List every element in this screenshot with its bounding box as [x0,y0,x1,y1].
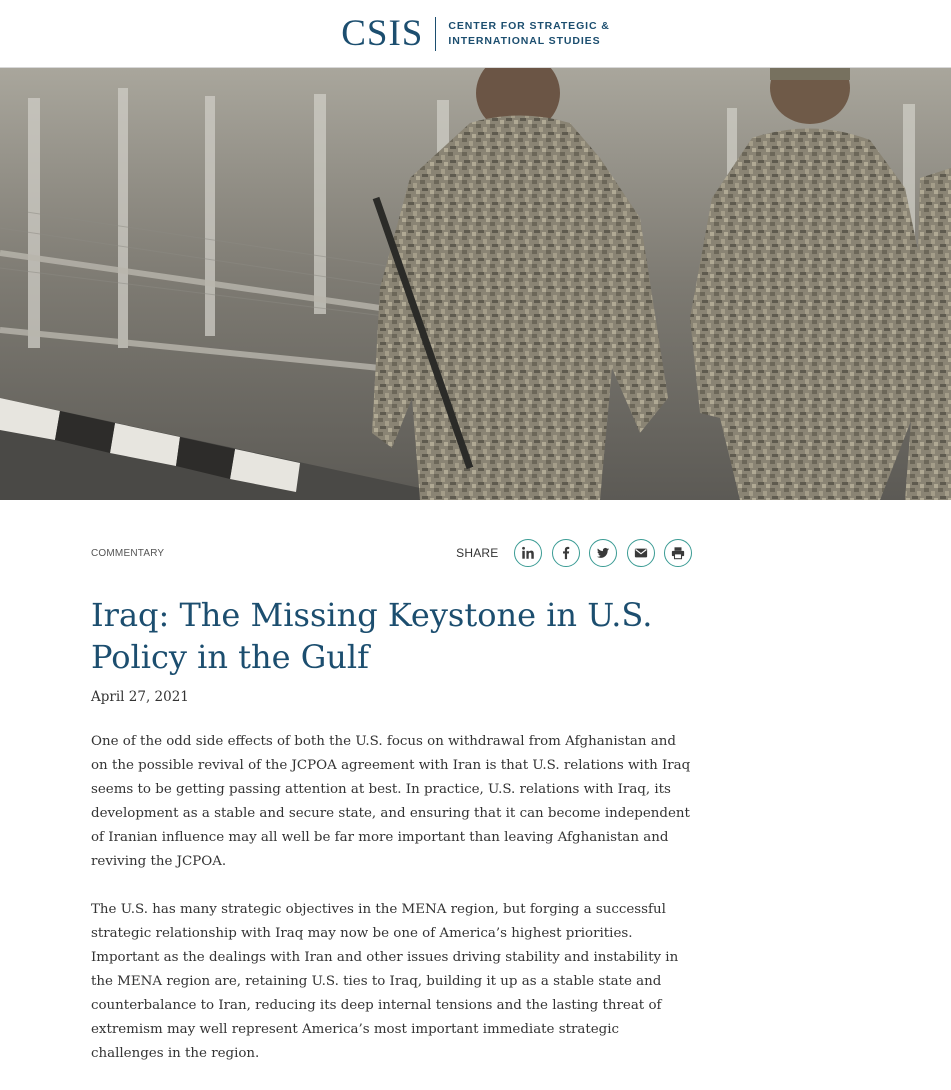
category-label[interactable]: COMMENTARY [91,547,165,559]
logo-mark: CSIS [341,13,424,54]
print-icon [671,546,685,560]
article-body [91,730,691,1090]
share-email-button[interactable] [627,539,655,567]
page-title: Iraq: The Missing Keystone in U.S. Policy in the Gulf [91,596,653,676]
share-bar [456,539,692,567]
article-meta-row [91,538,692,568]
linkedin-icon [521,546,535,560]
csis-logo[interactable] [341,15,610,52]
twitter-icon [596,546,610,560]
logo-divider [435,17,436,51]
paragraph: The U.S. has many strategic objectives in the MENA region, but forging a successful strategic relationship with Iraq may now be one of America’s highest priorities. Important as the dealings with Iran and other issues driving stability and instability in the MENA region are, retaining U.S. ties to Iraq, building it up as a stable state and counterbalance to Iran, reducing its deep internal tensions and the lasting threat of extremism may well represent America’s most important immediate strategic challenges in the region. [91,902,679,1061]
hero-image [0,68,951,500]
facebook-icon [559,546,573,560]
email-icon [634,546,648,560]
share-print-button[interactable] [664,539,692,567]
hero-photo-soldiers [0,68,951,500]
share-label: SHARE [456,546,499,560]
logo-text [448,19,609,49]
paragraph: One of the odd side effects of both the U.S. focus on withdrawal from Afghanistan and on the possible revival of the JCPOA agreement with Iran is that U.S. relations with Iraq seems to be getting passing attention at best. In practice, U.S. relations with Iraq, its development as a stable and secure state, and ensuring that it can become independent of Iranian influence may all well be far more important than leaving Afghanistan and reviving the JCPOA. [91,734,691,869]
share-linkedin-button[interactable] [514,539,542,567]
logo-line-2: INTERNATIONAL STUDIES [448,34,601,47]
publish-date: April 27, 2021 [91,689,189,705]
logo-line-1: CENTER FOR STRATEGIC & [448,19,610,32]
site-header [0,0,951,68]
share-facebook-button[interactable] [552,539,580,567]
share-twitter-button[interactable] [589,539,617,567]
